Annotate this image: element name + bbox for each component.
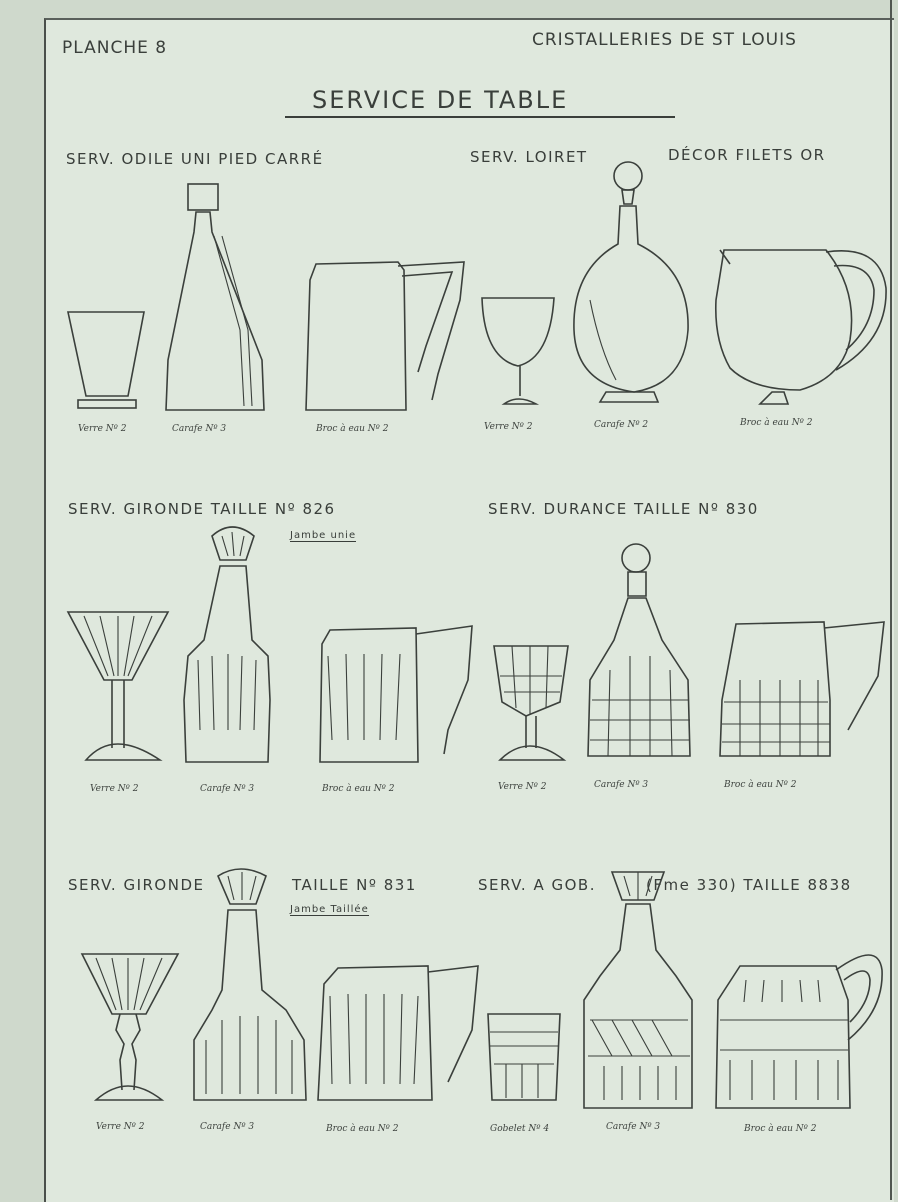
gobelet-taille: (Fme 330) TAILLE 8838 <box>646 876 852 894</box>
caption-carafe: Carafe Nº 3 <box>200 1122 255 1132</box>
caption-broc: Broc à eau Nº 2 <box>316 424 389 434</box>
section-loiret: SERV. LOIRET <box>470 148 588 166</box>
caption-verre: Verre Nº 2 <box>484 422 533 432</box>
gironde-826-carafe-illustration <box>184 527 270 762</box>
maker-name: CRISTALLERIES DE ST LOUIS <box>532 30 797 50</box>
durance-broc-illustration <box>720 622 884 756</box>
gironde-831-taille: TAILLE Nº 831 <box>292 876 417 894</box>
gobelet-broc-illustration <box>716 955 882 1108</box>
gironde-831-verre-illustration <box>82 954 178 1100</box>
caption-carafe: Carafe Nº 3 <box>606 1122 661 1132</box>
caption-broc: Broc à eau Nº 2 <box>724 780 797 790</box>
caption-broc: Broc à eau Nº 2 <box>740 418 813 428</box>
caption-verre: Verre Nº 2 <box>498 782 547 792</box>
section-loiret-decor: DÉCOR FILETS OR <box>668 146 826 164</box>
caption-broc: Broc à eau Nº 2 <box>326 1124 399 1134</box>
gironde-831-jambe: Jambe Taillée <box>290 904 369 915</box>
gironde-831-carafe-illustration <box>194 869 306 1100</box>
section-gobelet: SERV. A GOB. <box>478 876 596 894</box>
caption-gobelet: Gobelet Nº 4 <box>490 1124 550 1134</box>
section-gironde-826: SERV. GIRONDE TAILLE Nº 826 <box>68 500 336 518</box>
section-odile: SERV. ODILE UNI PIED CARRÉ <box>66 150 324 168</box>
gironde-831-broc-illustration <box>318 966 478 1100</box>
gobelet-carafe-illustration <box>584 872 692 1108</box>
gironde-826-broc-illustration <box>320 626 472 762</box>
caption-broc: Broc à eau Nº 2 <box>744 1124 817 1134</box>
caption-verre: Verre Nº 2 <box>78 424 127 434</box>
durance-carafe-illustration <box>588 544 690 756</box>
section-gironde-831: SERV. GIRONDE <box>68 876 205 894</box>
section-durance: SERV. DURANCE TAILLE Nº 830 <box>488 500 759 518</box>
odile-carafe-illustration <box>166 184 264 410</box>
loiret-broc-illustration <box>716 250 886 404</box>
durance-verre-illustration <box>494 646 568 760</box>
loiret-carafe-illustration <box>574 162 688 402</box>
caption-broc: Broc à eau Nº 2 <box>322 784 395 794</box>
loiret-verre-illustration <box>482 298 554 404</box>
caption-carafe: Carafe Nº 2 <box>594 420 649 430</box>
caption-carafe: Carafe Nº 3 <box>594 780 649 790</box>
caption-carafe: Carafe Nº 3 <box>200 784 255 794</box>
caption-verre: Verre Nº 2 <box>96 1122 145 1132</box>
gironde-826-jambe: Jambe unie <box>290 530 357 541</box>
page-title: SERVICE DE TABLE <box>312 86 569 114</box>
odile-broc-illustration <box>306 262 464 410</box>
odile-verre-illustration <box>68 312 144 408</box>
plate-number: PLANCHE 8 <box>62 38 168 58</box>
caption-verre: Verre Nº 2 <box>90 784 139 794</box>
caption-carafe: Carafe Nº 3 <box>172 424 227 434</box>
gironde-826-verre-illustration <box>68 612 168 760</box>
gobelet-illustration <box>488 1014 560 1100</box>
